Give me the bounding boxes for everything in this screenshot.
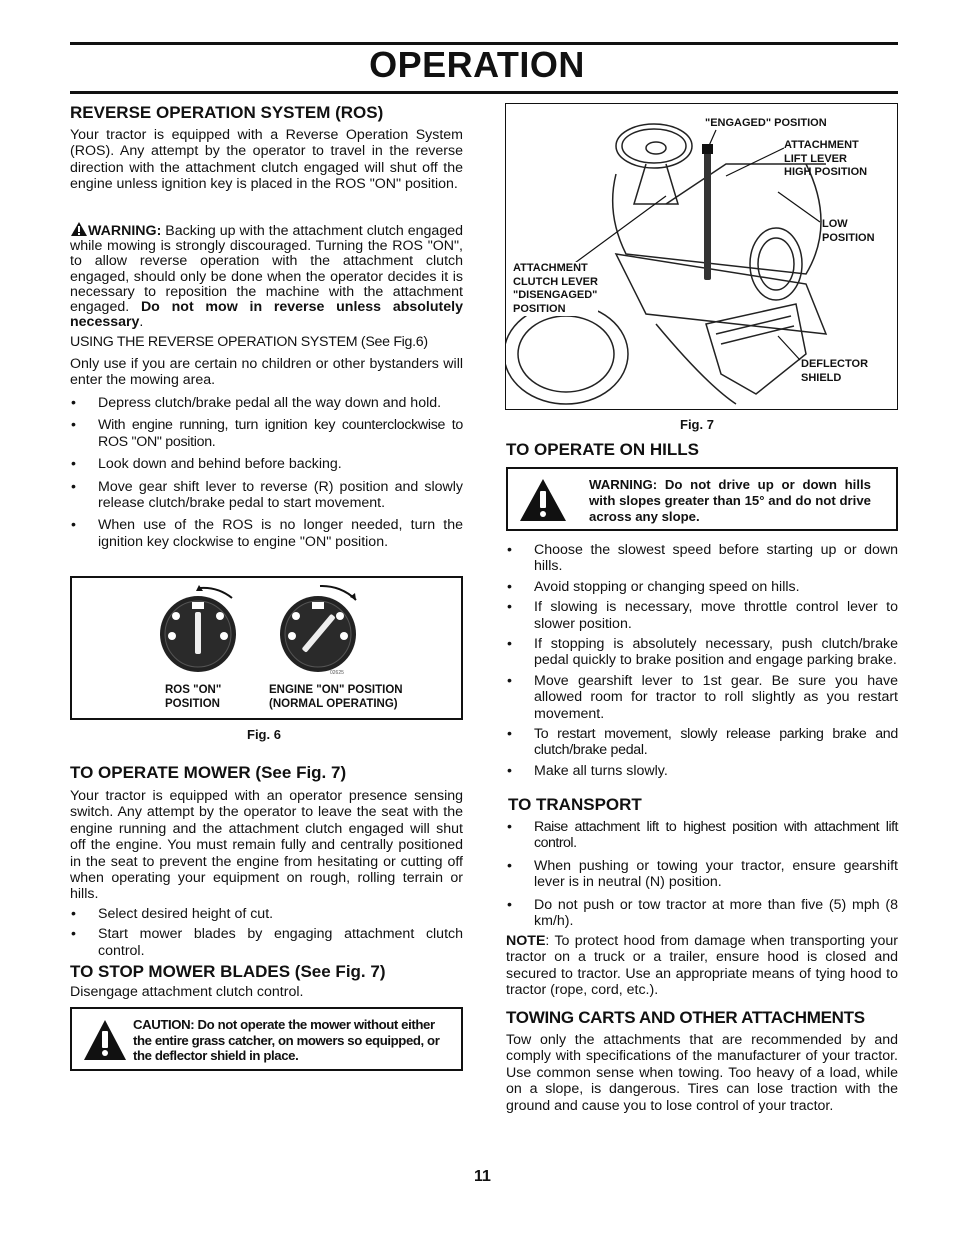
ros-warning: [70, 221, 463, 330]
fig6-label-left: [165, 684, 221, 711]
warning-bold: Do not mow in reverse unless absolutely necessary: [70, 299, 463, 331]
list-item: • Move gearshift lever to 1st gear. Be sure you have allowed room for tractor to roll slightly as you restart movement.: [506, 673, 898, 722]
fig7-lift-label: [784, 139, 867, 180]
fig7-lift-line1: ATTACHMENT: [784, 139, 859, 151]
fig7-low-label: [822, 218, 875, 245]
fig7-shield-label: [801, 358, 868, 385]
transport-steps: [506, 819, 898, 929]
list-item: • When pushing or towing your tractor, ensure gearshift lever is in neutral (N) position.: [506, 858, 898, 891]
list-item: • Raise attachment lift to highest position with attachment lift control.: [506, 819, 898, 852]
fig7-low-line2: POSITION: [822, 231, 875, 244]
fig7-clutch-line1: ATTACHMENT: [513, 262, 588, 274]
ros-steps: [70, 395, 463, 550]
warning-end: .: [139, 314, 144, 331]
fig7-clutch-line3: "DISENGAGED": [513, 289, 598, 301]
hills-warning-text: WARNING: Do not drive up or down hills with slopes greater than 15° and do not drive across any slope.: [589, 477, 871, 524]
list-item: • Select desired height of cut.: [70, 906, 463, 922]
list-item: • With engine running, turn ignition key counterclockwise to ROS "ON" position.: [70, 417, 463, 450]
title-underline: [70, 91, 898, 94]
towing-text: Tow only the attachments that are recommended by and comply with specifications of the manufacturer of your tractor. Use common sense when towing. Too heavy of a load, while on a slope, is dangerous. Tires can lose traction with the ground and cause you to lose control of your tractor.: [506, 1032, 898, 1114]
caution-icon: [82, 1018, 128, 1062]
list-item: • When use of the ROS is no longer needed, turn the ignition key clockwise to engine "ON" position.: [70, 517, 463, 550]
fig7-low-line1: LOW: [822, 218, 848, 230]
mower-steps: [70, 906, 463, 959]
list-item: • Make all turns slowly.: [506, 763, 898, 779]
warning-icon: [70, 221, 88, 237]
warning-text: Backing up with the attachment clutch engaged while mowing is strongly discouraged. Turning the ROS "ON", to allow reverse operation with the attachment clutch engaged, should only be done when the operator decides it is necessary to reposition the machine with the attachment engaged.: [70, 223, 463, 316]
fig7-lift-line3: HIGH POSITION: [784, 166, 868, 178]
list-item: • Do not push or tow tractor at more than five (5) mph (8 km/h).: [506, 897, 898, 930]
stop-text: Disengage attachment clutch control.: [70, 984, 304, 1000]
transport-heading: TO TRANSPORT: [508, 795, 642, 814]
list-item: • Avoid stopping or changing speed on hills.: [506, 579, 898, 595]
fig7-clutch-line2: CLUTCH LEVER: [513, 275, 598, 288]
fig6-code: 02625: [330, 670, 344, 676]
fig7-caption: Fig. 7: [680, 417, 714, 432]
fig6-label-right: [269, 684, 403, 711]
note-label: NOTE: [506, 933, 546, 949]
warning-label: WARNING:: [88, 223, 162, 239]
hills-heading: TO OPERATE ON HILLS: [506, 440, 699, 459]
fig7-shield-line2: SHIELD: [801, 371, 842, 384]
list-item: • Choose the slowest speed before starting up or down hills.: [506, 542, 898, 575]
list-item: • Depress clutch/brake pedal all the way down and hold.: [70, 395, 463, 411]
hills-warning-box: [506, 467, 898, 531]
ros-only-use: Only use if you are certain no children or other bystanders will enter the mowing area.: [70, 356, 463, 389]
transport-note: [506, 933, 898, 999]
caution-box: [70, 1007, 463, 1071]
mower-text: Your tractor is equipped with an operator presence sensing switch. Any attempt by the operator to leave the seat with the engine running and the attachment clutch engaged will shut off the engine. You must remain fully and centrally positioned in the seat to prevent the engine from hesitating or cutting off when operating your equipment on rough, rolling terrain or hills.: [70, 788, 463, 903]
towing-heading: TOWING CARTS AND OTHER ATTACHMENTS: [506, 1008, 865, 1027]
list-item: • Move gear shift lever to reverse (R) position and slowly release clutch/brake pedal to start movement.: [70, 479, 463, 512]
list-item: • Look down and behind before backing.: [70, 456, 463, 472]
ignition-switch-illustration: [72, 578, 461, 678]
hills-steps: [506, 542, 898, 779]
fig6-label-right-line1: ENGINE "ON" POSITION: [269, 684, 403, 696]
page-title: OPERATION: [369, 44, 585, 85]
stop-heading: TO STOP MOWER BLADES (See Fig. 7): [70, 962, 386, 981]
fig6-label-left-line1: ROS "ON": [165, 684, 222, 696]
ros-intro: Your tractor is equipped with a Reverse Operation System (ROS). Any attempt by the operator to travel in the reverse direction with the attachment clutch engaged will shut off the engine unless ignition key is placed in the ROS "ON" position.: [70, 127, 463, 193]
fig7-lift-line2: LIFT LEVER: [784, 152, 847, 165]
fig7-shield-line1: DEFLECTOR: [801, 358, 869, 370]
fig6-label-left-line2: POSITION: [165, 697, 220, 710]
mower-heading: TO OPERATE MOWER (See Fig. 7): [70, 763, 347, 782]
fig6-caption: Fig. 6: [247, 727, 281, 742]
list-item: • If slowing is necessary, move throttle control lever to slower position.: [506, 599, 898, 632]
list-item: • To restart movement, slowly release parking brake and clutch/brake pedal.: [506, 726, 898, 759]
warning-icon: [518, 477, 568, 523]
caution-text: CAUTION: Do not operate the mower without either the entire grass catcher, on mowers so equipped, or the deflector shield in place.: [133, 1017, 440, 1064]
figure-6: [70, 576, 463, 720]
list-item: • If stopping is absolutely necessary, push clutch/brake pedal quickly to brake position and engage parking brake.: [506, 636, 898, 669]
figure-7: [505, 103, 898, 410]
ros-using-heading: USING THE REVERSE OPERATION SYSTEM (See Fig.6): [70, 334, 428, 350]
fig7-clutch-line4: POSITION: [513, 302, 566, 315]
ros-heading: REVERSE OPERATION SYSTEM (ROS): [70, 103, 384, 122]
fig7-engaged-label: "ENGAGED" POSITION: [705, 117, 827, 129]
fig7-clutch-label: [513, 262, 598, 316]
fig6-label-right-line2: (NORMAL OPERATING): [269, 697, 398, 710]
page-number: 11: [474, 1168, 491, 1185]
list-item: • Start mower blades by engaging attachment clutch control.: [70, 926, 463, 959]
note-text: : To protect hood from damage when transporting your tractor on a truck or a trailer, ensure hood is closed and secured to tractor. Use an appropriate means of tying hood to tractor (rope, cord, etc.).: [506, 933, 898, 999]
